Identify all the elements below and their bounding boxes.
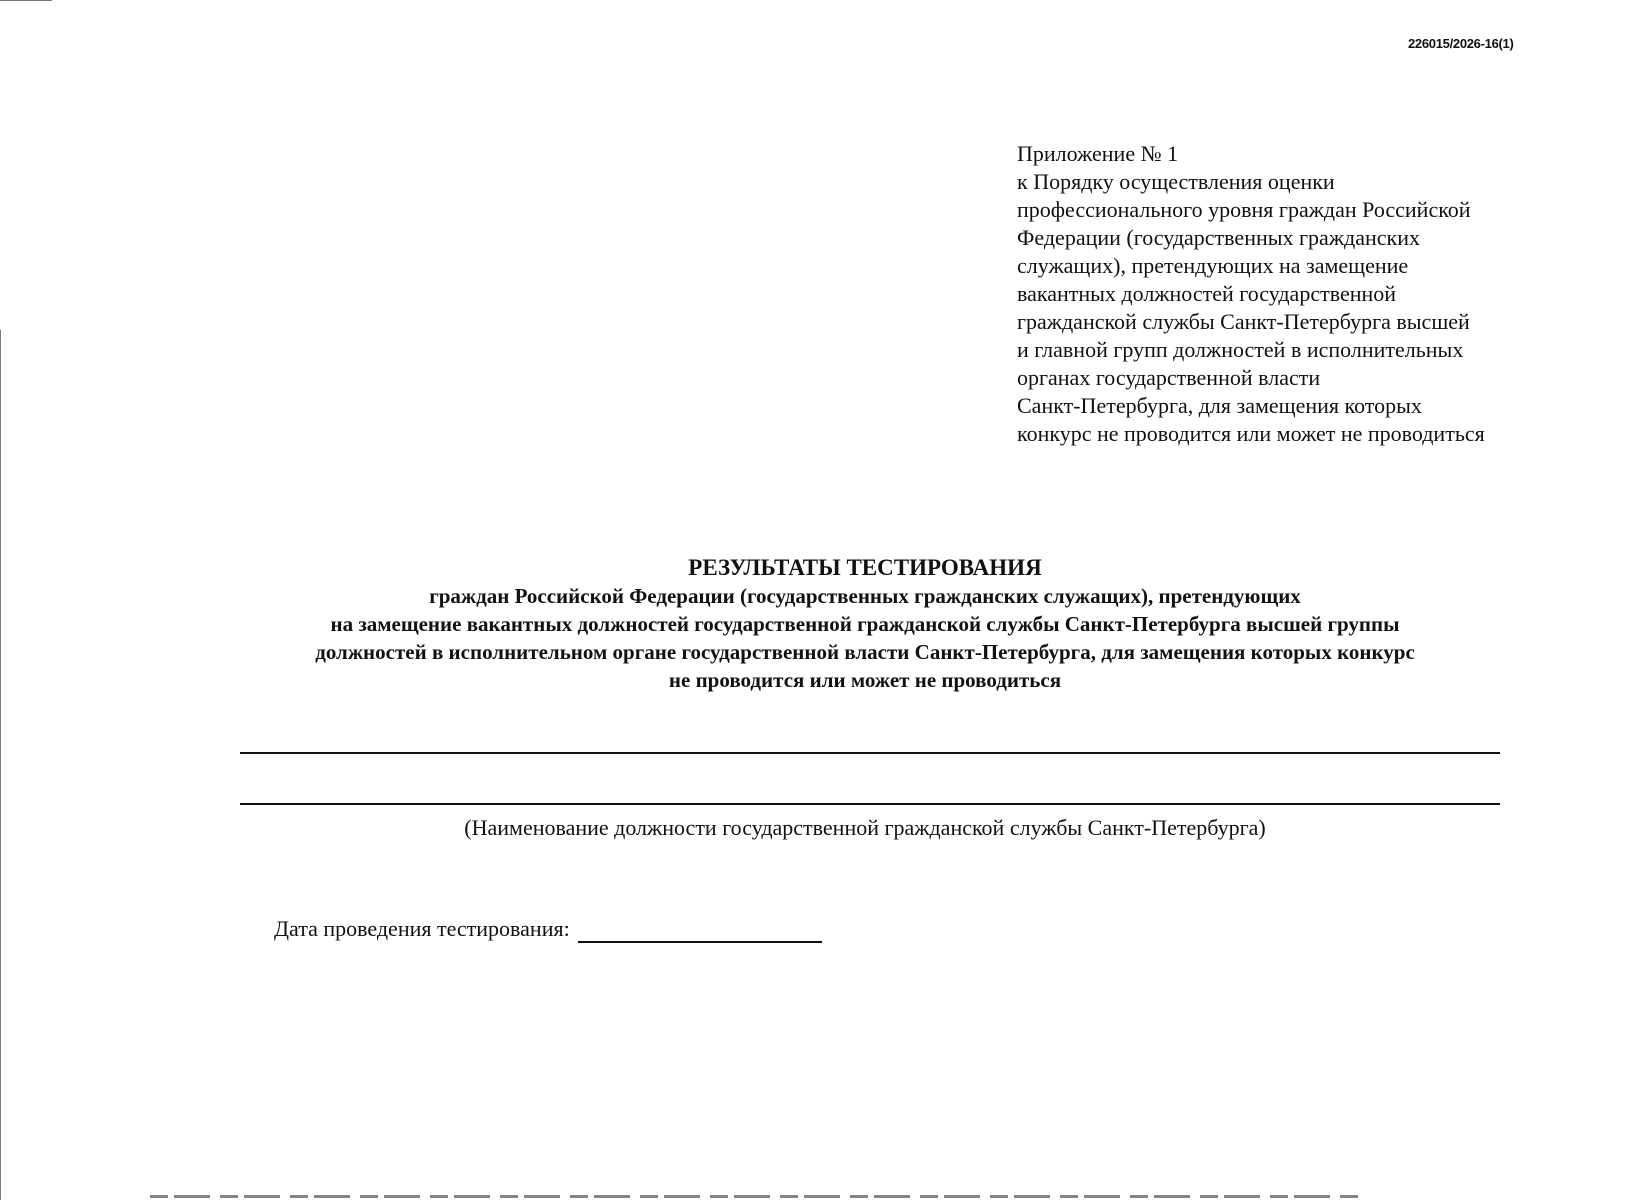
document-reference-number: 226015/2026-16(1) [1408,36,1514,51]
test-date-label: Дата проведения тестирования: [274,916,570,941]
appendix-line: Федерации (государственных гражданских [1017,225,1420,250]
appendix-line: Санкт-Петербурга, для замещения которых [1017,393,1422,418]
title-line: не проводится или может не проводиться [668,668,1062,692]
appendix-line: профессионального уровня граждан Российской [1017,197,1471,222]
title-heading: РЕЗУЛЬТАТЫ ТЕСТИРОВАНИЯ [688,555,1042,580]
title-line: граждан Российской Федерации (государственных гражданских служащих), претендующих [429,584,1301,608]
scan-left-edge [0,330,2,1200]
document-title [200,553,1530,694]
scan-bottom-artifact [150,1195,1360,1198]
appendix-line: и главной групп должностей в исполнительных [1017,337,1464,362]
appendix-line: вакантных должностей государственной [1017,281,1397,306]
appendix-line: органах государственной власти [1017,365,1321,390]
appendix-line: Приложение № 1 [1017,141,1179,166]
test-date-field[interactable] [578,919,822,943]
title-line: на замещение вакантных должностей государственной гражданской службы Санкт-Петербурга высшей группы [330,612,1400,636]
position-name-field-line-2[interactable] [240,803,1500,805]
position-name-field-line-1[interactable] [240,752,1500,754]
scan-edge-mark [0,0,52,1]
title-line: должностей в исполнительном органе государственной власти Санкт-Петербурга, для замещения которых конкурс [315,640,1415,664]
appendix-line: служащих), претендующих на замещение [1017,253,1409,278]
appendix-block [1017,140,1617,448]
appendix-line: конкурс не проводится или может не проводиться [1017,421,1485,446]
position-caption: (Наименование должности государственной гражданской службы Санкт-Петербурга) [464,815,1266,840]
appendix-line: к Порядку осуществления оценки [1017,169,1335,194]
appendix-line: гражданской службы Санкт-Петербурга высшей [1017,309,1470,334]
test-date-row [274,915,822,943]
